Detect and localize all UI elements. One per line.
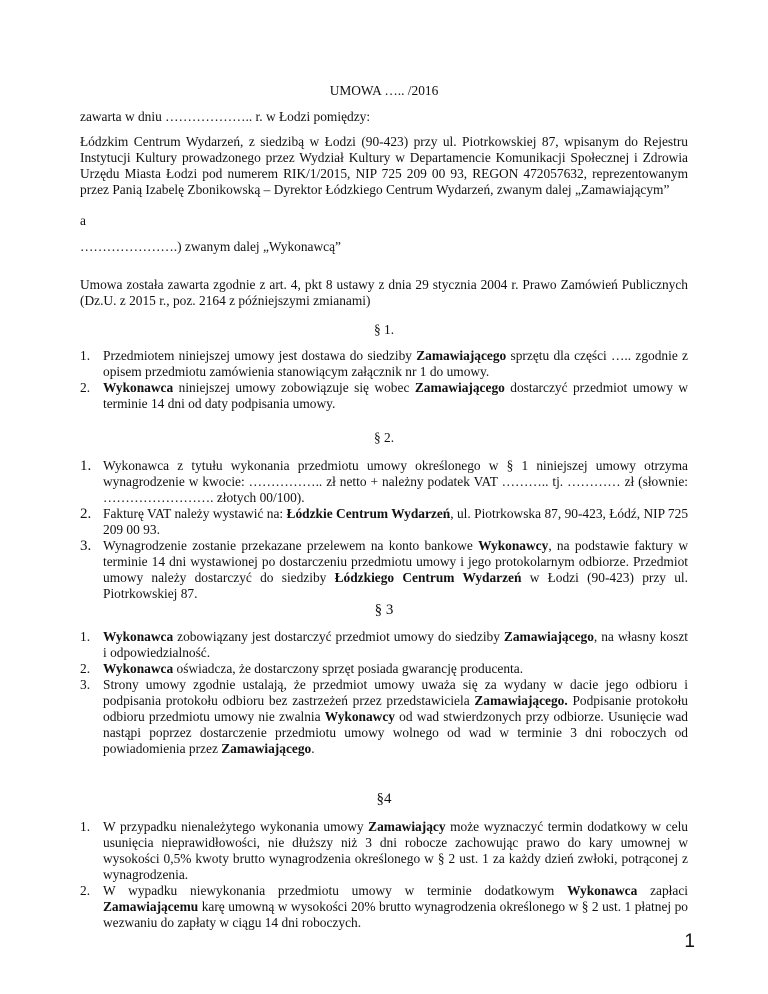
section-2-list xyxy=(80,458,688,602)
party1-paragraph: Łódzkim Centrum Wydarzeń, z siedzibą w Łodzi (90-423) przy ul. Piotrkowskiej 87, wpisanym do Rejestru Instytucji Kultury prowadzonego przez Wydział Kultury w Departamencie Komunikacji Społecznej i Zdrowia Urzędu Miasta Łodzi pod numerem RIK/1/2015, NIP 725 209 00 93, REGON 472057632, reprezentowanym przez Panią Izabelę Zbonikowską – Dyrektor Łódzkiego Centrum Wydarzeń, zwanym dalej „Zamawiającym” xyxy=(80,134,688,197)
list-item: 1. Przedmiotem niniejszej umowy jest dostawa do siedziby Zamawiającego sprzętu dla części ….. zgodnie z opisem przedmiotu zamówienia stanowiącym załącznik nr 1 do umowy. xyxy=(80,348,688,379)
intro-line: zawarta w dniu ……………….. r. w Łodzi pomiędzy: xyxy=(80,109,371,124)
list-item: 1. W przypadku nienależytego wykonania umowy Zamawiający może wyznaczyć termin dodatkowy w celu usunięcia nieprawidłowości, nie dłuższy niż 3 dni robocze zachowując prawo do kary umownej w wysokości 0,5% kwoty brutto wynagrodzenia określonego w § 2 ust. 1 za każdy dzień zwłoki, potrąconej z wynagrodzenia. xyxy=(80,819,688,882)
section-4-heading: §4 xyxy=(376,791,392,807)
section-2-heading: § 2. xyxy=(373,430,395,445)
legal-basis-paragraph: Umowa została zawarta zgodnie z art. 4, pkt 8 ustawy z dnia 29 stycznia 2004 r. Prawo Zamówień Publicznych (Dz.U. z 2015 r., poz. 2164 z późniejszymi zmianami) xyxy=(80,277,688,308)
list-item: 2. Wykonawca niniejszej umowy zobowiązuje się wobec Zamawiającego dostarczyć przedmiot umowy w terminie 14 dni od daty podpisania umowy. xyxy=(80,380,689,411)
list-item: 2. W wypadku niewykonania przedmiotu umowy w terminie dodatkowym Wykonawca zapłaci Zamawiającemu karę umowną w wysokości 20% brutto wynagrodzenia określonego w § 2 ust. 1 płatnej po wezwaniu do zapłaty w ciągu 14 dni roboczych. xyxy=(80,883,688,930)
and-text: a xyxy=(80,213,86,228)
list-item: 3. Wynagrodzenie zostanie przekazane przelewem na konto bankowe Wykonawcy, na podstawie faktury w terminie 14 dni wystawionej po dostarczeniu przedmiotu umowy i jego protokolarnym odbiorze. Przedmiot umowy należy dostarczyć do siedziby Łódzkiego Centrum Wydarzeń w Łodzi (90-423) przy ul. Piotrkowskiej 87. xyxy=(80,538,688,601)
list-item: 1. Wykonawca z tytułu wykonania przedmiotu umowy określonego w § 1 niniejszej umowy otrzyma wynagrodzenie w kwocie: …………….. zł netto + należny podatek VAT ……….. tj. ………… zł (słownie: ……………………. złotych 00/100). xyxy=(80,458,688,505)
party2-paragraph: ………………….) zwanym dalej „Wykonawcą” xyxy=(80,239,341,254)
list-item: 2. Wykonawca oświadcza, że dostarczony sprzęt posiada gwarancję producenta. xyxy=(80,661,524,676)
list-item: 3. Strony umowy zgodnie ustalają, że przedmiot umowy uważa się za wydany w dacie jego odbioru i podpisania protokołu odbioru bez zastrzeżeń przez przedstawiciela Zamawiającego. Podpisanie protokołu odbioru przedmiotu umowy nie zwalnia Wykonawcy od wad stwierdzonych przy odbiorze. Usunięcie wad nastąpi poprzez dostarczenie przedmiotu umowy wolnego od wad w terminie 3 dni roboczych od powiadomienia przez Zamawiającego. xyxy=(80,677,688,756)
section-1-list xyxy=(80,348,688,412)
document-title: UMOWA ….. /2016 xyxy=(329,83,439,98)
page-number: 1 xyxy=(684,931,695,952)
section-3-heading: § 3 xyxy=(374,602,394,618)
list-item: 2. Fakturę VAT należy wystawić na: Łódzkie Centrum Wydarzeń, ul. Piotrkowska 87, 90-423, Łódź, NIP 725 209 00 93. xyxy=(80,506,689,537)
list-item: 1. Wykonawca zobowiązany jest dostarczyć przedmiot umowy do siedziby Zamawiającego, na własny koszt i odpowiedzialność. xyxy=(80,629,688,660)
section-3-list xyxy=(80,629,688,757)
section-4-list xyxy=(80,819,688,931)
section-1-heading: § 1. xyxy=(373,322,395,337)
